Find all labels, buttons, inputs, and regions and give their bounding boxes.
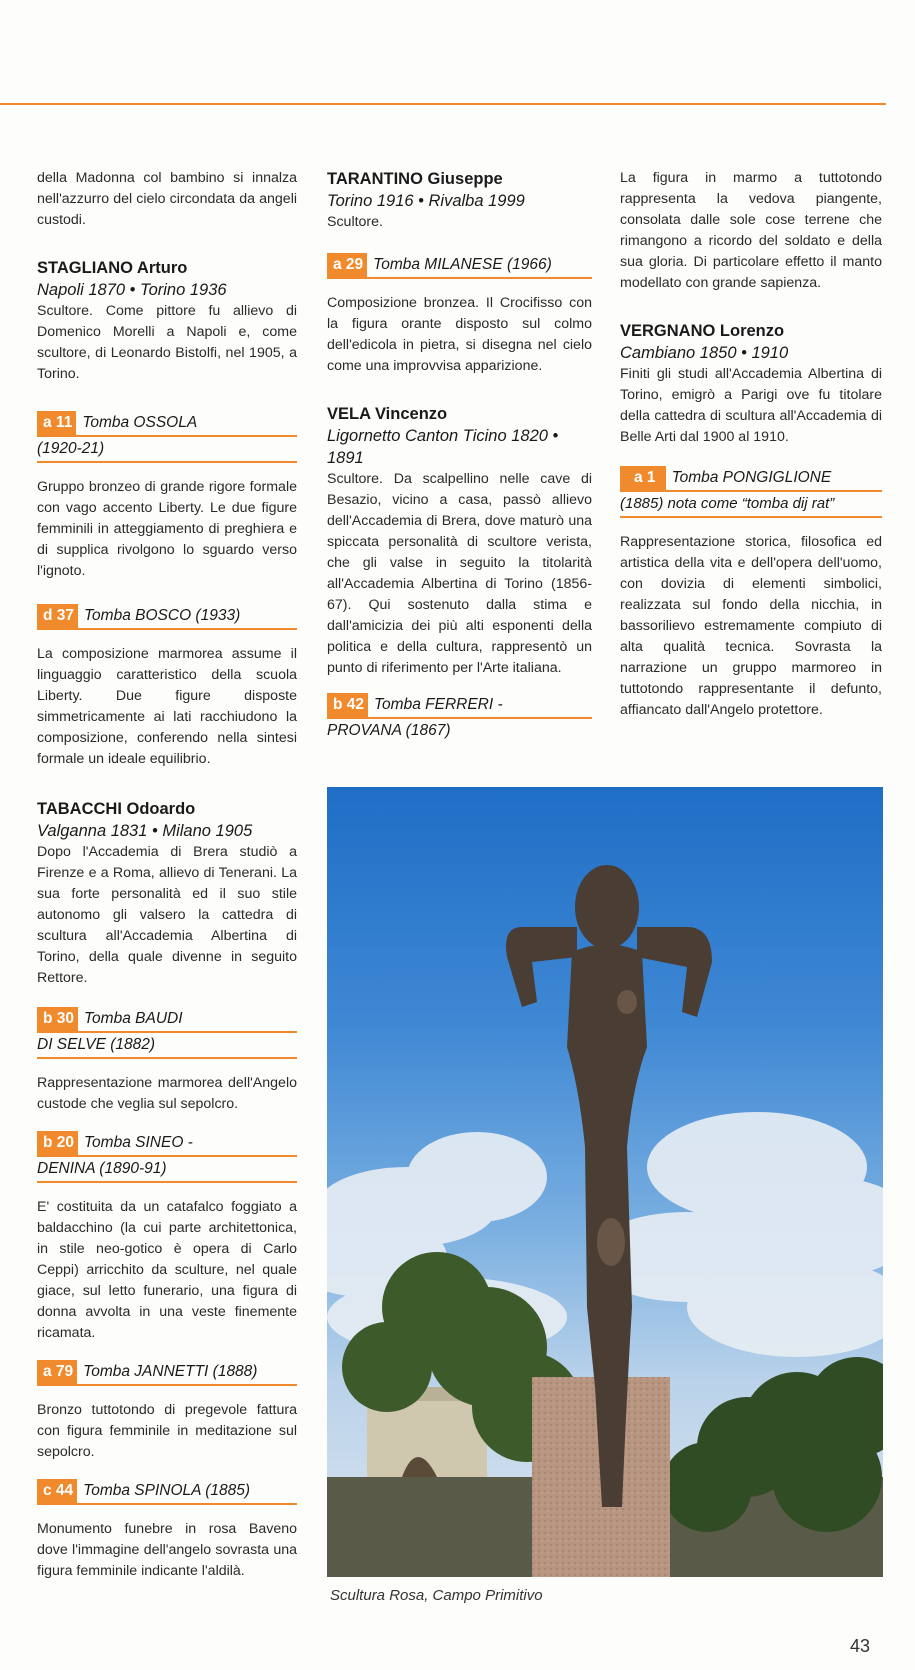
tomb-code: a 11	[37, 411, 76, 435]
tomb-heading-d37	[37, 604, 297, 630]
page-number: 43	[850, 1636, 871, 1656]
artist-dates: Torino 1916 • Rivalba 1999	[327, 192, 525, 210]
artist-name: STAGLIANO Arturo	[37, 259, 188, 277]
tomb-code: a 29	[327, 253, 367, 277]
tomb-name-continued: DENINA (1890-91)	[37, 1157, 297, 1183]
artist-entry-vela	[327, 403, 592, 679]
tomb-heading-b42	[327, 693, 592, 743]
tomb-heading-c44	[37, 1479, 297, 1505]
column-right	[620, 168, 882, 721]
column-middle	[327, 168, 592, 757]
tomb-heading-a29	[327, 253, 592, 279]
intro-text: La figura in marmo a tuttotondo rappresenta la vedova piangente, consolata dalle sole cose terrene che rimangono a ricordo del soldato e della sua gloria. Di particolare effetto il manto modellato con grande sapienza.	[620, 170, 882, 291]
tomb-code: c 44	[37, 1479, 77, 1503]
tomb-description: Rappresentazione storica, filosofica ed artistica della vita e dell'opera dell'uomo, con dovizia di elementi simbolici, realizzata sul fondo della nicchia, in bassorilievo estremamente compiuto di alta qualità tecnica. Sovrasta la narrazione un gruppo marmoreo in tuttotondo rappresentante il defunto, affiancato dall'Angelo protettore.	[620, 534, 882, 718]
tomb-code: a 1	[620, 466, 666, 490]
tomb-name: Tomba SPINOLA (1885)	[83, 1482, 251, 1499]
tomb-name-continued: (1920-21)	[37, 437, 297, 463]
tomb-code: b 30	[37, 1007, 78, 1031]
tomb-name: Tomba FERRERI -	[374, 696, 503, 713]
tomb-heading-a11	[37, 411, 297, 463]
artist-bio: Scultore. Come pittore fu allievo di Domenico Morelli a Napoli e, come scultore, di Leonardo Bistolfi, nel 1905, a Torino.	[37, 303, 297, 382]
tomb-name: Tomba SINEO -	[84, 1134, 193, 1151]
tomb-heading-b30	[37, 1007, 297, 1059]
artist-dates: Valganna 1831 • Milano 1905	[37, 822, 253, 840]
tomb-description: E' costituita da un catafalco foggiato a baldacchino (la cui parte architettonica, in stile neo-gotico è opera di Carlo Ceppi) arricchito da sculture, nel quale giace, sul letto funerario, una figura di donna avvolta in una veste finemente ricamata.	[37, 1199, 297, 1341]
tomb-description: Gruppo bronzeo di grande rigore formale con vago accento Liberty. Le due figure femminili in atteggiamento di preghiera e di supplica rivolgono lo sguardo verso l'ignoto.	[37, 479, 297, 579]
tomb-code: b 42	[327, 693, 368, 717]
artist-name: VELA Vincenzo	[327, 405, 448, 423]
tomb-name-continued: (1885) nota come “tomba dij rat”	[620, 492, 882, 518]
tomb-heading-a79	[37, 1360, 297, 1386]
tomb-name: Tomba MILANESE (1966)	[373, 256, 552, 273]
tomb-code: a 79	[37, 1360, 77, 1384]
tomb-heading-b20	[37, 1131, 297, 1183]
artist-bio: Scultore. Da scalpellino nelle cave di Besazio, vicino a casa, passò allievo dell'Accademia di Brera, dove maturò una spiccata personalità di scultore verista, che gli valse in seguito la titolarità all'Accademia Albertina di Torino (1856-67). Qui sostenuto dalla stima e dall'amicizia dei più alti esponenti della politica e della cultura, rappresentò un punto di riferimento per l'Arte italiana.	[327, 471, 592, 676]
tomb-name: Tomba JANNETTI (1888)	[83, 1363, 258, 1380]
artist-dates: Ligornetto Canton Ticino 1820 • 1891	[327, 427, 559, 467]
artist-dates: Napoli 1870 • Torino 1936	[37, 281, 227, 299]
tomb-description: La composizione marmorea assume il linguaggio caratteristico della scuola Liberty. Due figure disposte simmetricamente ai lati racchiudono la composizione, conferendo nella sintesi formale un ideale equilibrio.	[37, 646, 297, 767]
tomb-description: Monumento funebre in rosa Baveno dove l'immagine dell'angelo sovrasta una figura femminile indicante l'aldilà.	[37, 1521, 297, 1579]
tomb-name: Tomba OSSOLA	[82, 414, 198, 431]
sculpture-illustration	[327, 787, 883, 1577]
artist-dates: Cambiano 1850 • 1910	[620, 344, 789, 362]
tomb-description: Composizione bronzea. Il Crocifisso con la figura orante disposto sul colmo dell'edicola in pietra, si disegna nel cielo come una improvvisa apparizione.	[327, 295, 592, 374]
artist-bio: Finiti gli studi all'Accademia Albertina di Torino, emigrò a Parigi ove fu titolare della cattedra di scultura all'Accademia di Belle Arti dal 1900 al 1910.	[620, 366, 882, 445]
artist-entry-vergnano	[620, 320, 882, 448]
artist-entry-tarantino	[327, 168, 592, 233]
artist-name: TARANTINO Giuseppe	[327, 170, 503, 188]
tomb-description: Bronzo tuttotondo di pregevole fattura con figura femminile in meditazione sul sepolcro.	[37, 1402, 297, 1460]
artist-name: TABACCHI Odoardo	[37, 800, 196, 818]
tomb-code: b 20	[37, 1131, 78, 1155]
column-left	[37, 168, 297, 1582]
top-rule	[0, 103, 886, 105]
tomb-name: Tomba BAUDI	[84, 1010, 183, 1027]
tomb-description: Rappresentazione marmorea dell'Angelo custode che veglia sul sepolcro.	[37, 1075, 297, 1112]
artist-entry-stagliano	[37, 257, 297, 385]
tomb-name: Tomba BOSCO (1933)	[84, 607, 241, 624]
tomb-heading-a1	[620, 466, 882, 518]
tomb-name: Tomba PONGIGLIONE	[671, 469, 832, 486]
intro-text: della Madonna col bambino si innalza nell'azzurro del cielo circondata da angeli custodi.	[37, 170, 297, 228]
artist-entry-tabacchi	[37, 798, 297, 989]
sculpture-photo	[327, 787, 883, 1577]
artist-bio: Scultore.	[327, 214, 383, 230]
photo-caption: Scultura Rosa, Campo Primitivo	[330, 1587, 543, 1604]
artist-name: VERGNANO Lorenzo	[620, 322, 785, 340]
tomb-name-continued: DI SELVE (1882)	[37, 1033, 297, 1059]
tomb-name-continued: PROVANA (1867)	[327, 722, 451, 739]
tomb-code: d 37	[37, 604, 78, 628]
artist-bio: Dopo l'Accademia di Brera studiò a Firenze e a Roma, allievo di Tenerani. La sua forte personalità ed il suo stile autonomo gli valsero la cattedra di scultura all'Accademia Albertina di Torino, della quale divenne in seguito Rettore.	[37, 844, 297, 986]
